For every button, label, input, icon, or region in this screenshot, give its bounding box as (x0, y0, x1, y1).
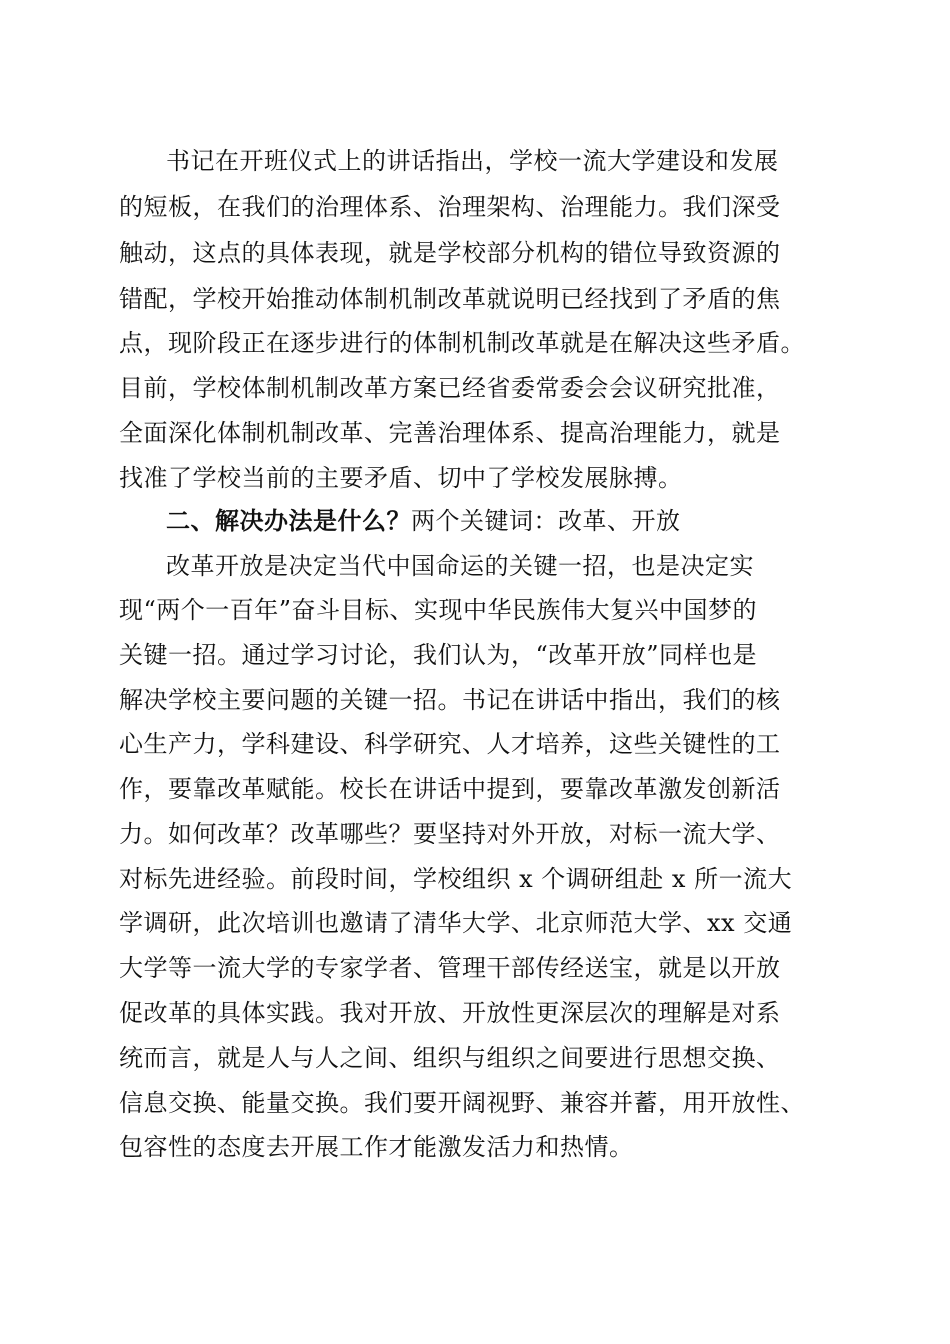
paragraph-2-line: 大学等一流大学的专家学者、管理干部传经送宝，就是以开放 (119, 954, 781, 982)
paragraph-2-line: 现“两个一百年”奋斗目标、实现中华民族伟大复兴中国梦的 (119, 596, 758, 624)
paragraph-1-line: 找准了学校当前的主要矛盾、切中了学校发展脉搏。 (119, 464, 683, 492)
paragraph-2-line: 改革开放是决定当代中国命运的关键一招，也是决定实 (166, 552, 754, 580)
section-heading-keywords: 两个关键词：改革、开放 (411, 507, 681, 535)
paragraph-2-line: 心生产力，学科建设、科学研究、人才培养，这些关键性的工 (119, 730, 781, 758)
paragraph-1-line: 触动，这点的具体表现，就是学校部分机构的错位导致资源的 (119, 239, 781, 267)
paragraph-1-line: 错配，学校开始推动体制机制改革就说明已经找到了矛盾的焦 (119, 285, 781, 313)
paragraph-2-line: 包容性的态度去开展工作才能激发活力和热情。 (119, 1133, 634, 1161)
section-heading-title: 二、解决办法是什么？ (166, 507, 411, 535)
paragraph-1-line: 全面深化体制机制改革、完善治理体系、提高治理能力，就是 (119, 419, 781, 447)
section-heading (166, 506, 886, 536)
paragraph-1-line: 点，现阶段正在逐步进行的体制机制改革就是在解决这些矛盾。 (119, 329, 805, 357)
paragraph-2-line: 作，要靠改革赋能。校长在讲话中提到，要靠改革激发创新活 (119, 775, 781, 803)
paragraph-2-line: 关键一招。通过学习讨论，我们认为，“改革开放”同样也是 (119, 641, 758, 669)
paragraph-2-line: 对标先进经验。前段时间，学校组织 x 个调研组赴 x 所一流大 (119, 865, 793, 893)
paragraph-2-line: 促改革的具体实践。我对开放、开放性更深层次的理解是对系 (119, 999, 781, 1027)
paragraph-1-line: 的短板，在我们的治理体系、治理架构、治理能力。我们深受 (119, 193, 781, 221)
paragraph-2-line: 学调研，此次培训也邀请了清华大学、北京师范大学、xx 交通 (119, 909, 793, 937)
paragraph-1-line: 书记在开班仪式上的讲话指出，学校一流大学建设和发展 (166, 147, 779, 175)
paragraph-2-line: 信息交换、能量交换。我们要开阔视野、兼容并蓄，用开放性、 (119, 1089, 805, 1117)
paragraph-2-line: 统而言，就是人与人之间、组织与组织之间要进行思想交换、 (119, 1044, 781, 1072)
paragraph-2-line: 力。如何改革？改革哪些？要坚持对外开放，对标一流大学、 (119, 820, 781, 848)
paragraph-1-line: 目前，学校体制机制改革方案已经省委常委会会议研究批准， (119, 374, 781, 402)
paragraph-2-line: 解决学校主要问题的关键一招。书记在讲话中指出，我们的核 (119, 686, 781, 714)
